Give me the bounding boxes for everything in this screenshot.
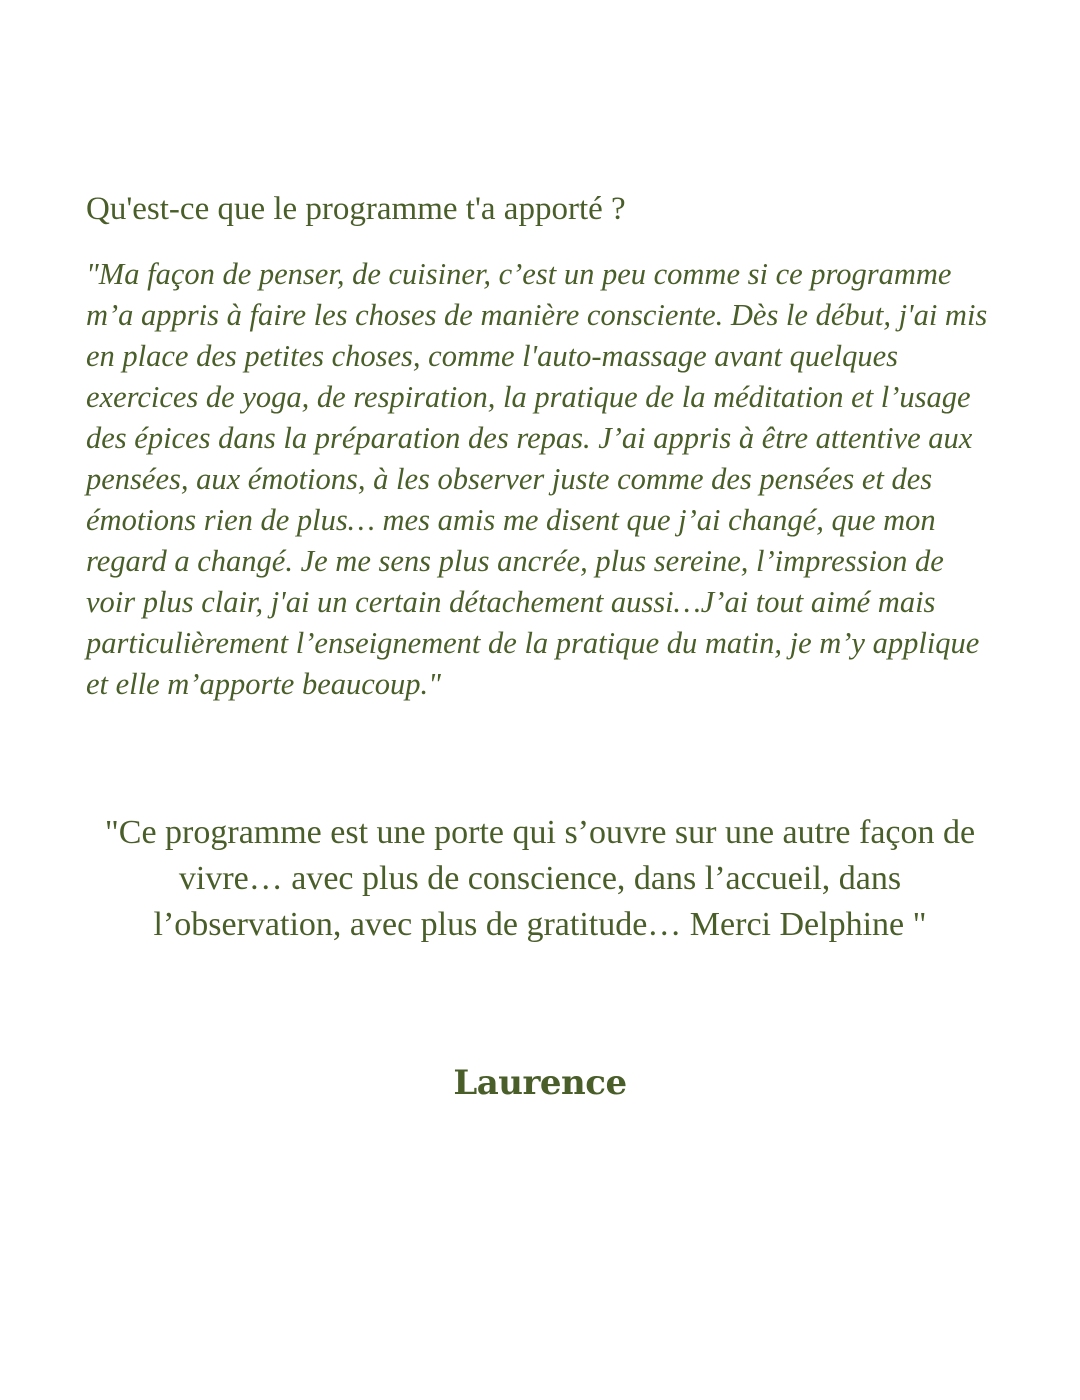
question-heading: Qu'est-ce que le programme t'a apporté ? — [86, 191, 626, 227]
author-signature: Laurence — [453, 1063, 627, 1103]
testimonial-answer: "Ma façon de penser, de cuisiner, c’est un peu comme si ce programme m’a appris à faire les choses de manière consciente. Dès le début, j'ai mis en place des petites choses, comme l'auto-massage avant quelques exercices de yoga, de respiration, la pratique de la méditation et l’usage des épices dans la préparation des repas. J’ai appris à être attentive aux pensées, aux émotions, à les observer juste comme des pensées et des émotions rien de plus… mes amis me disent que j’ai changé, que mon regard a changé. Je me sens plus ancrée, plus sereine, l’impression de voir plus clair, j'ai un certain détachement aussi…J’ai tout aimé mais particulièrement l’enseignement de la pratique du matin, je m’y applique et elle m’apporte beaucoup." — [86, 257, 988, 701]
summary-quote: "Ce programme est une porte qui s’ouvre sur une autre façon de vivre… avec plus de conscience, dans l’accueil, dans l’observation, avec plus de gratitude… Merci Delphine " — [104, 814, 976, 943]
